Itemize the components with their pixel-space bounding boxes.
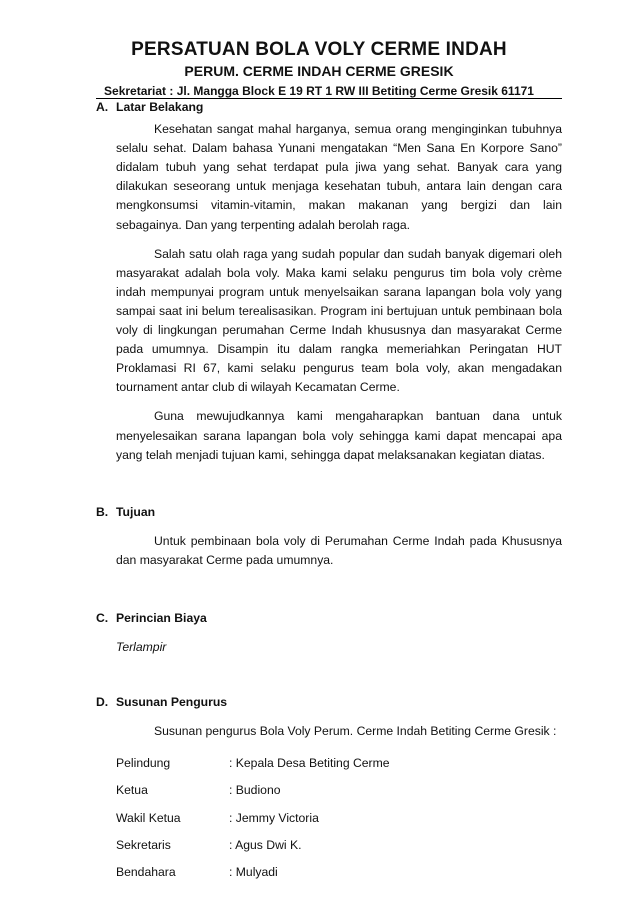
org-role: Bendahara <box>116 864 176 879</box>
section-a-letter: A. <box>96 100 109 114</box>
org-name: : Budiono <box>229 783 281 798</box>
section-d-letter: D. <box>96 695 109 710</box>
org-name: : Jemmy Victoria <box>229 810 319 825</box>
org-name: : Agus Dwi K. <box>229 837 302 852</box>
section-a-title: Latar Belakang <box>116 100 204 114</box>
section-d-intro: Susunan pengurus Bola Voly Perum. Cerme Indah Betiting Cerme Gresik : <box>154 724 557 739</box>
letterhead <box>0 38 638 99</box>
section-b-body <box>96 532 562 570</box>
section-a-paragraph-3: Guna mewujudkannya kami mengaharapkan bantuan dana untuk menyelesaikan sarana lapangan bola voly sehingga kami dapat mencapai apa yang telah menjadi tujuan kami, sehingga dapat melaksanakan kegiatan diatas. <box>116 409 562 462</box>
org-role: Sekretaris <box>116 837 171 852</box>
section-b-heading <box>96 503 562 522</box>
org-row-bendahara <box>116 863 562 882</box>
section-a-body <box>96 120 562 465</box>
org-row-sekretaris <box>116 836 562 855</box>
section-d-body <box>96 722 562 882</box>
section-c-heading <box>96 609 562 628</box>
org-role: Pelindung <box>116 756 171 771</box>
organization-subtitle: PERUM. CERME INDAH CERME GRESIK <box>184 63 454 79</box>
organization-title: PERSATUAN BOLA VOLY CERME INDAH <box>131 39 507 60</box>
section-d-heading <box>96 693 562 712</box>
org-role: Ketua <box>116 783 148 798</box>
section-a-paragraph-2: Salah satu olah raga yang sudah popular dan sudah banyak digemari oleh masyarakat adalah bola voly. Maka kami selaku pengurus tim bola voly crème indah mempunyai program untuk menyelsaikan sarana lapangan bola voly yang sampai saat ini belum terealisasikan. Program ini bertujuan untuk pembinaan bola voly di lingkungan perumahan Cerme Indah khususnya dan masyarakat Cerme pada umumnya. Disampin itu dalam rangka memeriahkan Peringatan HUT Proklamasi RI 67, kami selaku pengurus team bola voly, akan mengadakan tournament antar club di wilayah Kecamatan Cerme. <box>116 246 562 395</box>
org-row-wakil-ketua <box>116 809 562 828</box>
section-b-title: Tujuan <box>116 504 156 519</box>
section-c-text: Terlampir <box>116 640 167 655</box>
org-name: : Kepala Desa Betiting Cerme <box>229 756 390 771</box>
section-a-paragraph-1: Kesehatan sangat mahal harganya, semua orang menginginkan tubuhnya selalu sehat. Dalam bahasa Yunani mengatakan “Men Sana En Korpore Sano” didalam tubuh yang sehat terdapat pula jiwa yang sehat. Banyak cara yang dilakukan seseorang untuk menjaga kesehatan tubuh, antara lain dengan cara mengkonsumsi vitamin-vitamin, makan makanan yang bergizi dan lain sebagainya. Dan yang terpenting adalah berolah raga. <box>116 122 562 232</box>
org-role: Wakil Ketua <box>116 810 181 825</box>
org-name: : Mulyadi <box>229 864 278 879</box>
section-c-title: Perincian Biaya <box>116 610 207 625</box>
section-d-title: Susunan Pengurus <box>116 695 228 710</box>
document-body <box>96 98 562 890</box>
section-c-body <box>96 638 562 657</box>
section-b-paragraph-1: Untuk pembinaan bola voly di Perumahan Cerme Indah pada Khususnya dan masyarakat Cerme pada umumnya. <box>116 533 562 567</box>
organization-address: Sekretariat : Jl. Mangga Block E 19 RT 1 RW III Betiting Cerme Gresik 61171 <box>104 84 534 98</box>
org-row-pelindung <box>116 754 562 773</box>
section-c-letter: C. <box>96 610 109 625</box>
org-row-ketua <box>116 781 562 800</box>
section-a-heading <box>96 98 562 117</box>
section-b-letter: B. <box>96 504 109 519</box>
